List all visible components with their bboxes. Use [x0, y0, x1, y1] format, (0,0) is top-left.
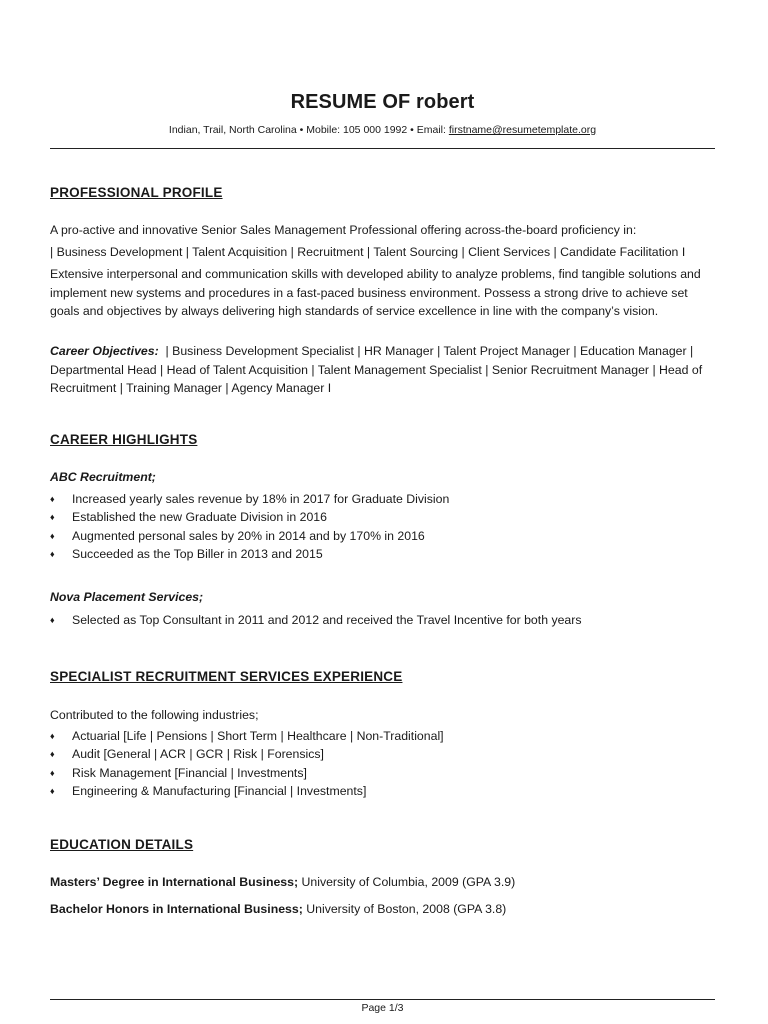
- abc-highlights-list: [50, 490, 449, 563]
- nova-highlights-list: [50, 611, 582, 629]
- career-objectives: [50, 342, 715, 398]
- resume-title: RESUME OF robert: [290, 91, 475, 113]
- list-item: ♦ Augmented personal sales by 20% in 2014 and by 170% in 2016: [50, 527, 449, 545]
- career-objectives-text: | Business Development Specialist | HR Manager | Talent Project Manager | Education Manager | Departmental Head | Head of Talent Acquisition | Talent Management Specialist | Senior Recruitment Manager | Head of Recruitment | Training Manager | Agency Manager I: [50, 344, 703, 395]
- list-item: ♦ Succeeded as the Top Biller in 2013 and 2015: [50, 545, 449, 563]
- bullet-icon: ♦: [50, 512, 55, 523]
- company-name: ABC Recruitment;: [50, 470, 156, 484]
- specialist-experience-heading: SPECIALIST RECRUITMENT SERVICES EXPERIENCE: [50, 669, 403, 684]
- specialist-intro: Contributed to the following industries;: [50, 708, 259, 722]
- list-item: ♦ Audit [General | ACR | GCR | Risk | Forensics]: [50, 745, 444, 763]
- career-objectives-label: Career Objectives:: [50, 344, 159, 358]
- education-heading: EDUCATION DETAILS: [50, 837, 194, 852]
- education-entry: [50, 902, 506, 916]
- profile-skills: | Business Development | Talent Acquisition | Recruitment | Talent Sourcing | Client Services | Candidate Facilitation I: [50, 245, 686, 259]
- degree-detail: University of Boston, 2008 (GPA 3.8): [302, 902, 507, 916]
- education-entry: [50, 875, 515, 889]
- bullet-icon: ♦: [50, 615, 55, 625]
- resume-page: [50, 0, 715, 1024]
- professional-profile-heading: PROFESSIONAL PROFILE: [50, 185, 223, 200]
- contact-details: Indian, Trail, North Carolina • Mobile: 105 000 1992 • Email:: [168, 124, 449, 136]
- degree-name: Masters’ Degree in International Business;: [50, 875, 299, 889]
- page-number: Page 1/3: [361, 1002, 404, 1014]
- bullet-icon: ♦: [50, 749, 55, 760]
- bullet-icon: ♦: [50, 767, 55, 778]
- degree-detail: University of Columbia, 2009 (GPA 3.9): [298, 875, 516, 889]
- contact-line: [50, 124, 715, 136]
- company-name: Nova Placement Services;: [50, 590, 204, 604]
- list-item: ♦ Risk Management [Financial | Investments]: [50, 764, 444, 782]
- bullet-icon: ♦: [50, 731, 55, 741]
- bullet-icon: ♦: [50, 785, 55, 796]
- career-highlights-heading: CAREER HIGHLIGHTS: [50, 432, 198, 447]
- industries-list: [50, 727, 444, 800]
- list-item: ♦ Actuarial [Life | Pensions | Short Term | Healthcare | Non-Traditional]: [50, 727, 444, 745]
- footer-divider: [50, 999, 715, 1000]
- list-item: ♦ Established the new Graduate Division in 2016: [50, 508, 449, 526]
- profile-summary: Extensive interpersonal and communication skills with developed ability to analyze problems, find tangible solutions and implement new systems and procedures in a fast-paced business environment. Possess a strong drive to achieve set goals and objectives by always delivering high standards of service excellence in line with the company’s vision.: [50, 267, 701, 318]
- list-item: ♦ Increased yearly sales revenue by 18% in 2017 for Graduate Division: [50, 490, 449, 508]
- bullet-icon: ♦: [50, 548, 55, 559]
- list-item: ♦ Selected as Top Consultant in 2011 and 2012 and received the Travel Incentive for both years: [50, 611, 582, 629]
- bullet-icon: ♦: [50, 530, 55, 541]
- bullet-icon: ♦: [50, 494, 55, 504]
- email-link[interactable]: firstname@resumetemplate.org: [448, 124, 597, 136]
- header-divider: [50, 148, 715, 149]
- profile-intro: A pro-active and innovative Senior Sales Management Professional offering across-the-board proficiency in:: [50, 223, 637, 237]
- degree-name: Bachelor Honors in International Business;: [50, 902, 303, 916]
- list-item: ♦ Engineering & Manufacturing [Financial | Investments]: [50, 782, 444, 800]
